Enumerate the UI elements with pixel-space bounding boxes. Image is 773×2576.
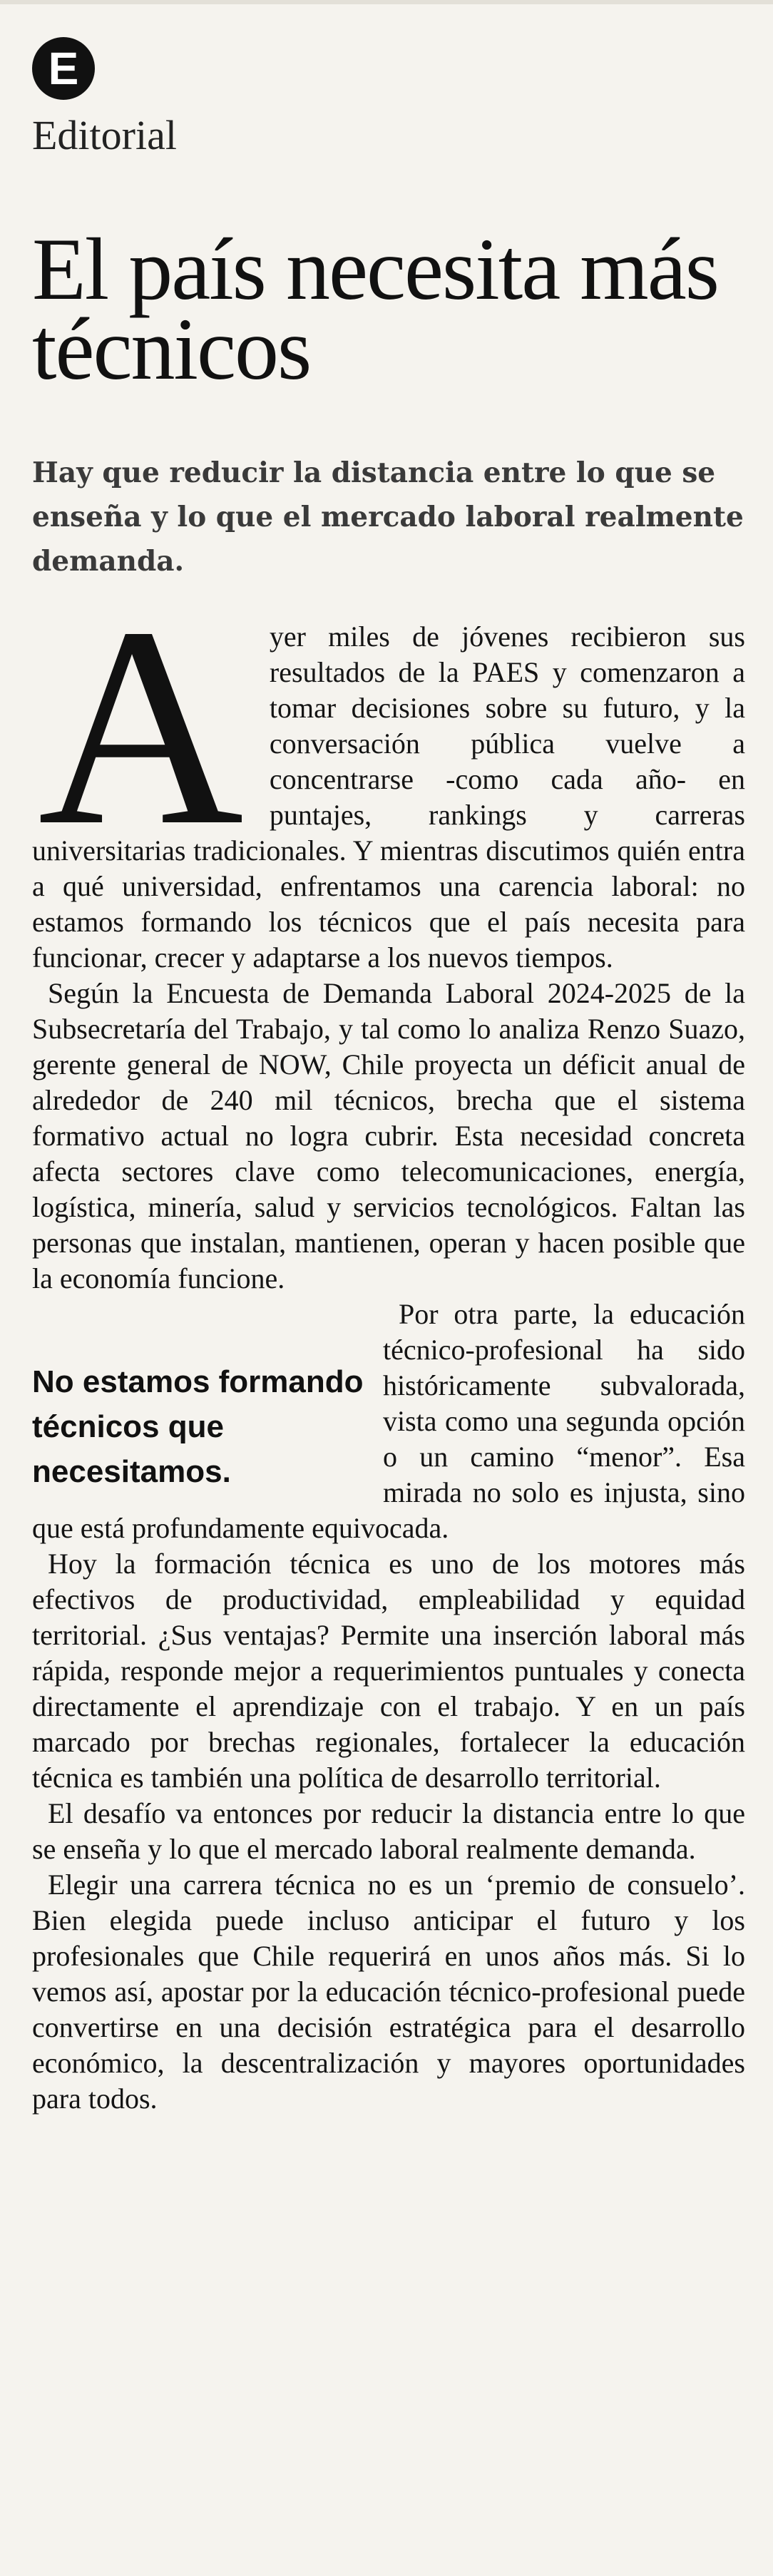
subheadline: Hay que reducir la distancia entre lo que se enseña y lo que el mercado laboral realmente demanda.: [32, 456, 744, 578]
paragraph-1-text: yer miles de jóvenes recibieron sus resultados de la PAES y comenzaron a tomar decisiones sobre su futuro, y la conversación pública vuelve a concentrarse -como cada año- en puntajes, rankings y carreras universitarias tradicionales. Y mientras discutimos quién entra a qué universidad, enfrentamos una carencia laboral: no estamos formando los técnicos que el país necesita para funcionar, crecer y adaptarse a los nuevos tiempos.: [32, 620, 745, 973]
paragraph-1: [32, 568, 745, 976]
paragraph-6: Elegir una carrera técnica no es un ‘premio de consuelo’. Bien elegida puede incluso anticipar el futuro y los profesionales que Chile requerirá en unos años más. Si lo vemos así, apostar por la educación técnico-profesional puede convertirse en una decisión estratégica para el desarrollo económico, la descentralización y mayores oportunidades para todos.: [32, 1869, 745, 2115]
headline: El país necesita más técnicos: [32, 220, 718, 398]
paragraph-5: El desafío va entonces por reducir la distancia entre lo que se enseña y lo que el mercado laboral realmente demanda.: [32, 1797, 745, 1865]
paragraph-3: [32, 1297, 745, 1546]
pull-quote: No estamos formando técnicos que necesitamos.: [32, 1364, 364, 1489]
drop-cap: A: [38, 568, 244, 884]
paragraph-2: Según la Encuesta de Demanda Laboral 2024-2025 de la Subsecretaría del Trabajo, y tal como lo analiza Renzo Suazo, gerente general de NOW, Chile proyecta un déficit anual de alrededor de 240 mil técnicos, brecha que el sistema formativo actual no logra cubrir. Esta necesidad concreta afecta sectores clave como telecomunicaciones, energía, logística, minería, salud y servicios tecnológicos. Faltan las personas que instalan, mantienen, operan y hacen posible que la economía funcione.: [32, 977, 745, 1294]
article-body: [32, 568, 745, 2117]
top-rule: [0, 0, 773, 4]
paragraph-3-text: Por otra parte, la educación técnico-profesional ha sido históricamente subvalorada, vista como una segunda opción o un camino “menor”. Esa mirada no solo es injusta, sino que está profundamente equivocada.: [32, 1298, 745, 1544]
section-badge-icon: E: [32, 37, 95, 100]
section-label: Editorial: [32, 112, 177, 158]
paragraph-4: Hoy la formación técnica es uno de los motores más efectivos de productividad, empleabilidad y equidad territorial. ¿Sus ventajas? Permite una inserción laboral más rápida, responde mejor a requerimientos puntuales y conecta directamente el aprendizaje con el trabajo. Y en un país marcado por brechas regionales, fortalecer la educación técnica es también una política de desarrollo territorial.: [32, 1548, 745, 1794]
